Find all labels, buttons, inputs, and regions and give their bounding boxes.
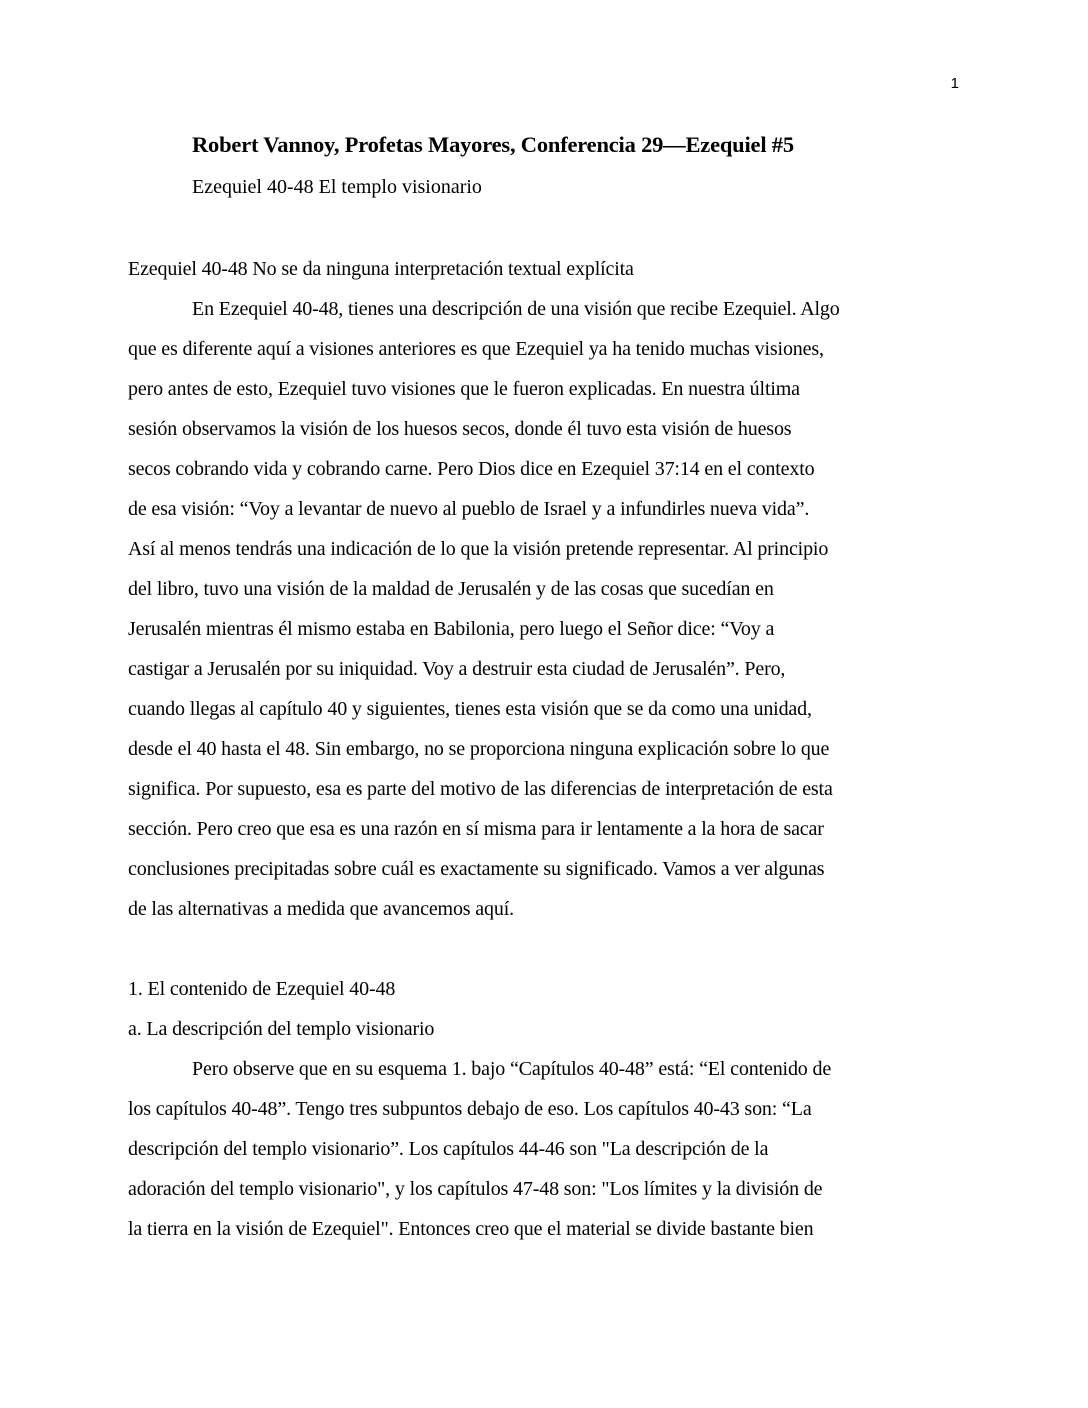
subsection-heading: a. La descripción del templo visionario	[128, 1018, 435, 1040]
paragraph-line: secos cobrando vida y cobrando carne. Pero Dios dice en Ezequiel 37:14 en el contexto	[128, 458, 815, 480]
paragraph-line: de esa visión: “Voy a levantar de nuevo al pueblo de Israel y a infundirles nueva vida”.	[128, 498, 810, 520]
page-number: 1	[950, 75, 959, 92]
paragraph-line: descripción del templo visionario”. Los capítulos 44-46 son "La descripción de la	[128, 1138, 769, 1160]
paragraph-line: los capítulos 40-48”. Tengo tres subpuntos debajo de eso. Los capítulos 40-43 son: “La	[128, 1098, 812, 1120]
paragraph-line: de las alternativas a medida que avancemos aquí.	[128, 898, 514, 920]
paragraph-line: significa. Por supuesto, esa es parte del motivo de las diferencias de interpretación de esta	[128, 778, 833, 800]
paragraph-line: sesión observamos la visión de los huesos secos, donde él tuvo esta visión de huesos	[128, 418, 792, 440]
section-heading: 1. El contenido de Ezequiel 40-48	[128, 978, 396, 1000]
paragraph-line: la tierra en la visión de Ezequiel". Entonces creo que el material se divide bastante bien	[128, 1218, 814, 1240]
paragraph-line: castigar a Jerusalén por su iniquidad. Voy a destruir esta ciudad de Jerusalén”. Pero,	[128, 658, 786, 680]
document-title: Robert Vannoy, Profetas Mayores, Conferencia 29—Ezequiel #5	[192, 132, 794, 157]
paragraph-line: Jerusalén mientras él mismo estaba en Babilonia, pero luego el Señor dice: “Voy a	[128, 618, 775, 640]
paragraph-line: Así al menos tendrás una indicación de lo que la visión pretende representar. Al principio	[128, 538, 829, 560]
section-heading: Ezequiel 40-48 No se da ninguna interpretación textual explícita	[128, 258, 634, 280]
paragraph-line: En Ezequiel 40-48, tienes una descripción de una visión que recibe Ezequiel. Algo	[192, 298, 840, 320]
paragraph-line: pero antes de esto, Ezequiel tuvo visiones que le fueron explicadas. En nuestra última	[128, 378, 800, 400]
paragraph-line: desde el 40 hasta el 48. Sin embargo, no se proporciona ninguna explicación sobre lo que	[128, 738, 830, 760]
paragraph-line: conclusiones precipitadas sobre cuál es exactamente su significado. Vamos a ver algunas	[128, 858, 825, 880]
paragraph-line: que es diferente aquí a visiones anteriores es que Ezequiel ya ha tenido muchas visiones,	[128, 338, 824, 360]
paragraph-line: sección. Pero creo que esa es una razón en sí misma para ir lentamente a la hora de sacar	[128, 818, 824, 840]
document-subtitle: Ezequiel 40-48 El templo visionario	[192, 176, 482, 198]
paragraph-line: cuando llegas al capítulo 40 y siguientes, tienes esta visión que se da como una unidad,	[128, 698, 812, 720]
paragraph-line: Pero observe que en su esquema 1. bajo “Capítulos 40-48” está: “El contenido de	[192, 1058, 832, 1080]
paragraph-line: del libro, tuvo una visión de la maldad de Jerusalén y de las cosas que sucedían en	[128, 578, 774, 600]
paragraph-line: adoración del templo visionario", y los capítulos 47-48 son: "Los límites y la división de	[128, 1178, 823, 1200]
